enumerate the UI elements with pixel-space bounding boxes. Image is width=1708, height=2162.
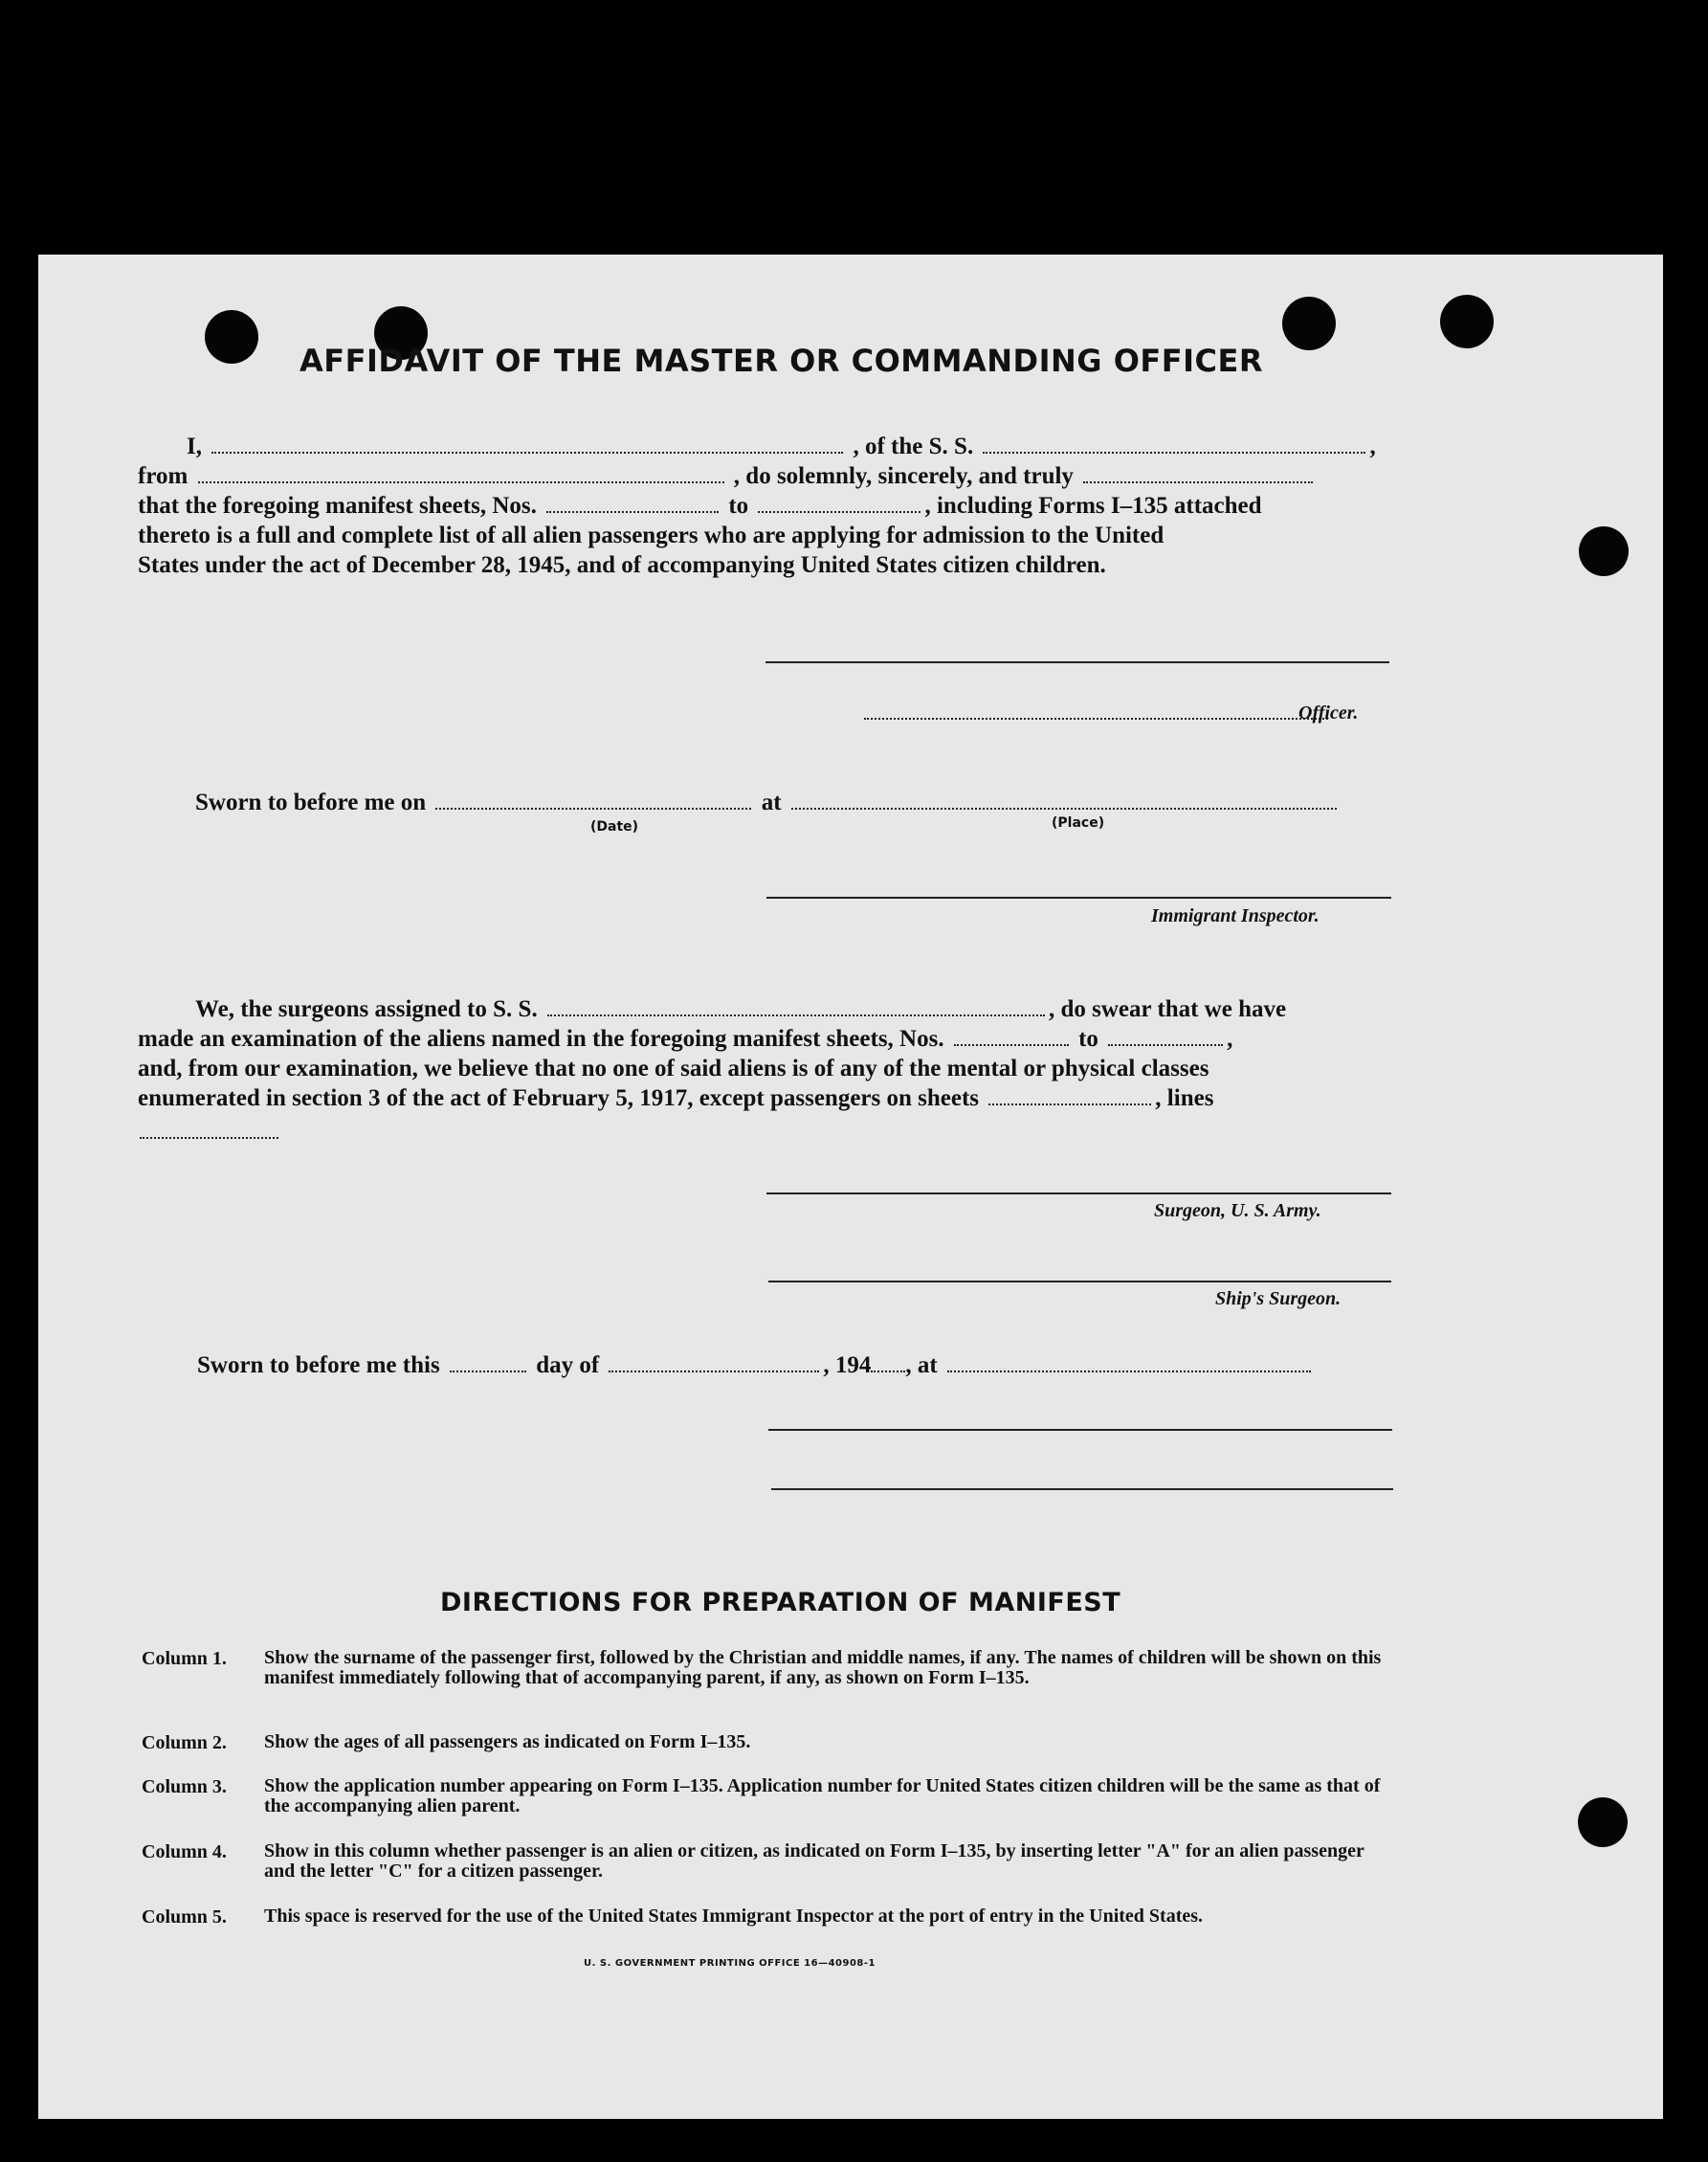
column-4-text: Show in this column whether passenger is an alien or citizen, as indicated on Form I–135, by inserting letter "A" for an alien passenger and the letter "C" for a citizen passenger. (264, 1840, 1364, 1882)
column-4-label: Column 4. (142, 1841, 227, 1862)
surgeons-line-2 (138, 1025, 1232, 1054)
directions-title: DIRECTIONS FOR PREPARATION OF MANIFEST (440, 1588, 1121, 1617)
form-sheet (38, 255, 1663, 2119)
text-including: , including Forms I–135 attached (924, 493, 1262, 519)
printing-office-footer: U. S. GOVERNMENT PRINTING OFFICE 16—40908-1 (584, 1958, 876, 1969)
column-3-text: Show the application number appearing on Form I–135. Application number for United States citizen children will be the same as that of the accompanying alien parent. (264, 1775, 1381, 1817)
surgeon-army-label: Surgeon, U. S. Army. (1154, 1200, 1321, 1221)
text-year: , 194 (823, 1352, 872, 1378)
ship-name-blank[interactable] (983, 448, 1365, 454)
except-sheets-blank[interactable] (988, 1100, 1151, 1105)
day-blank[interactable] (450, 1367, 526, 1372)
sworn-line-2 (197, 1351, 1315, 1380)
comma: , (1369, 434, 1376, 459)
inspector-signature-line[interactable] (766, 897, 1391, 899)
date-blank[interactable] (435, 804, 751, 810)
sworn-place-blank[interactable] (947, 1367, 1311, 1372)
column-1-text: Show the surname of the passenger first, followed by the Christian and middle names, if any. The names of children will be shown on this manifest immediately following that of accompanying parent, if any, as shown on Form I–135. (264, 1647, 1382, 1688)
column-2-text: Show the ages of all passengers as indicated on Form I–135. (264, 1731, 751, 1752)
affidavit-line-5: States under the act of December 28, 1945, and of accompanying United States citizen children. (138, 552, 1106, 578)
punch-hole (1578, 1797, 1628, 1847)
punch-hole (1579, 526, 1629, 576)
text-at: , at (905, 1352, 938, 1378)
surgeons-line-4 (138, 1084, 1213, 1113)
column-5-text: This space is reserved for the use of the United States Immigrant Inspector at the port of entry in the United States. (264, 1906, 1204, 1927)
punch-hole (1440, 295, 1494, 348)
column-1-label: Column 1. (142, 1648, 227, 1669)
text-sworn-this: Sworn to before me this (197, 1352, 440, 1378)
comma: , (1227, 1026, 1233, 1052)
text-surgeons: We, the surgeons assigned to S. S. (195, 996, 538, 1022)
text-solemnly: , do solemnly, sincerely, and truly (733, 463, 1074, 489)
army-surgeon-signature-line[interactable] (766, 1192, 1391, 1194)
text-sworn: Sworn to before me on (195, 790, 427, 815)
exam-sheet-from-blank[interactable] (954, 1040, 1069, 1046)
month-blank[interactable] (609, 1367, 819, 1372)
extra-signature-line-2[interactable] (771, 1488, 1393, 1490)
name-blank[interactable] (211, 448, 843, 454)
sworn-line-1 (195, 789, 1341, 817)
place-caption: (Place) (1052, 815, 1105, 831)
surgeons-line-3: and, from our examination, we believe that no one of said aliens is of any of the mental or physical classes (138, 1056, 1209, 1081)
ships-surgeon-signature-line[interactable] (768, 1281, 1391, 1282)
punch-hole (1282, 297, 1336, 350)
officer-signature-line[interactable] (765, 661, 1389, 663)
affidavit-line-1 (187, 433, 1376, 461)
place-blank[interactable] (791, 804, 1337, 810)
affidavit-title: AFFIDAVIT OF THE MASTER OR COMMANDING OFFICER (299, 343, 1263, 379)
text-sheets-nos: that the foregoing manifest sheets, Nos. (138, 493, 537, 519)
text-examination: made an examination of the aliens named in the foregoing manifest sheets, Nos. (138, 1026, 944, 1052)
officer-label: Officer. (1298, 702, 1359, 724)
text-day-of: day of (536, 1352, 600, 1378)
text-lines: , lines (1155, 1085, 1214, 1111)
immigrant-inspector-label: Immigrant Inspector. (1151, 905, 1320, 926)
sheet-from-blank[interactable] (546, 507, 719, 513)
sheet-to-blank[interactable] (758, 507, 921, 513)
text-to: to (1078, 1026, 1098, 1052)
affidavit-line-2 (138, 462, 1317, 491)
from-blank[interactable] (198, 478, 724, 483)
surgeon-ship-blank[interactable] (547, 1011, 1045, 1016)
affidavit-line-3 (138, 492, 1262, 521)
exam-sheet-to-blank[interactable] (1108, 1040, 1223, 1046)
extra-signature-line-1[interactable] (768, 1429, 1392, 1431)
text-from: from (138, 463, 189, 489)
column-5-label: Column 5. (142, 1906, 227, 1928)
surgeons-line-1 (195, 995, 1286, 1024)
column-3-label: Column 3. (142, 1776, 227, 1797)
officer-title-line[interactable] (864, 718, 1328, 720)
lines-blank[interactable] (140, 1137, 278, 1139)
affidavit-line-4: thereto is a full and complete list of all alien passengers who are applying for admission to the United (138, 523, 1165, 548)
ships-surgeon-label: Ship's Surgeon. (1215, 1288, 1342, 1309)
year-blank[interactable] (871, 1367, 905, 1372)
text-to: to (728, 493, 749, 519)
text-of-ss: , of the S. S. (853, 434, 974, 459)
text-enumerated: enumerated in section 3 of the act of February 5, 1917, except passengers on sheets (138, 1085, 980, 1111)
column-2-label: Column 2. (142, 1732, 227, 1753)
text-i: I, (187, 434, 202, 459)
date-caption: (Date) (590, 819, 639, 835)
text-swear: , do swear that we have (1048, 996, 1287, 1022)
text-at: at (761, 790, 782, 815)
punch-hole (205, 310, 258, 364)
truly-blank[interactable] (1083, 478, 1313, 483)
